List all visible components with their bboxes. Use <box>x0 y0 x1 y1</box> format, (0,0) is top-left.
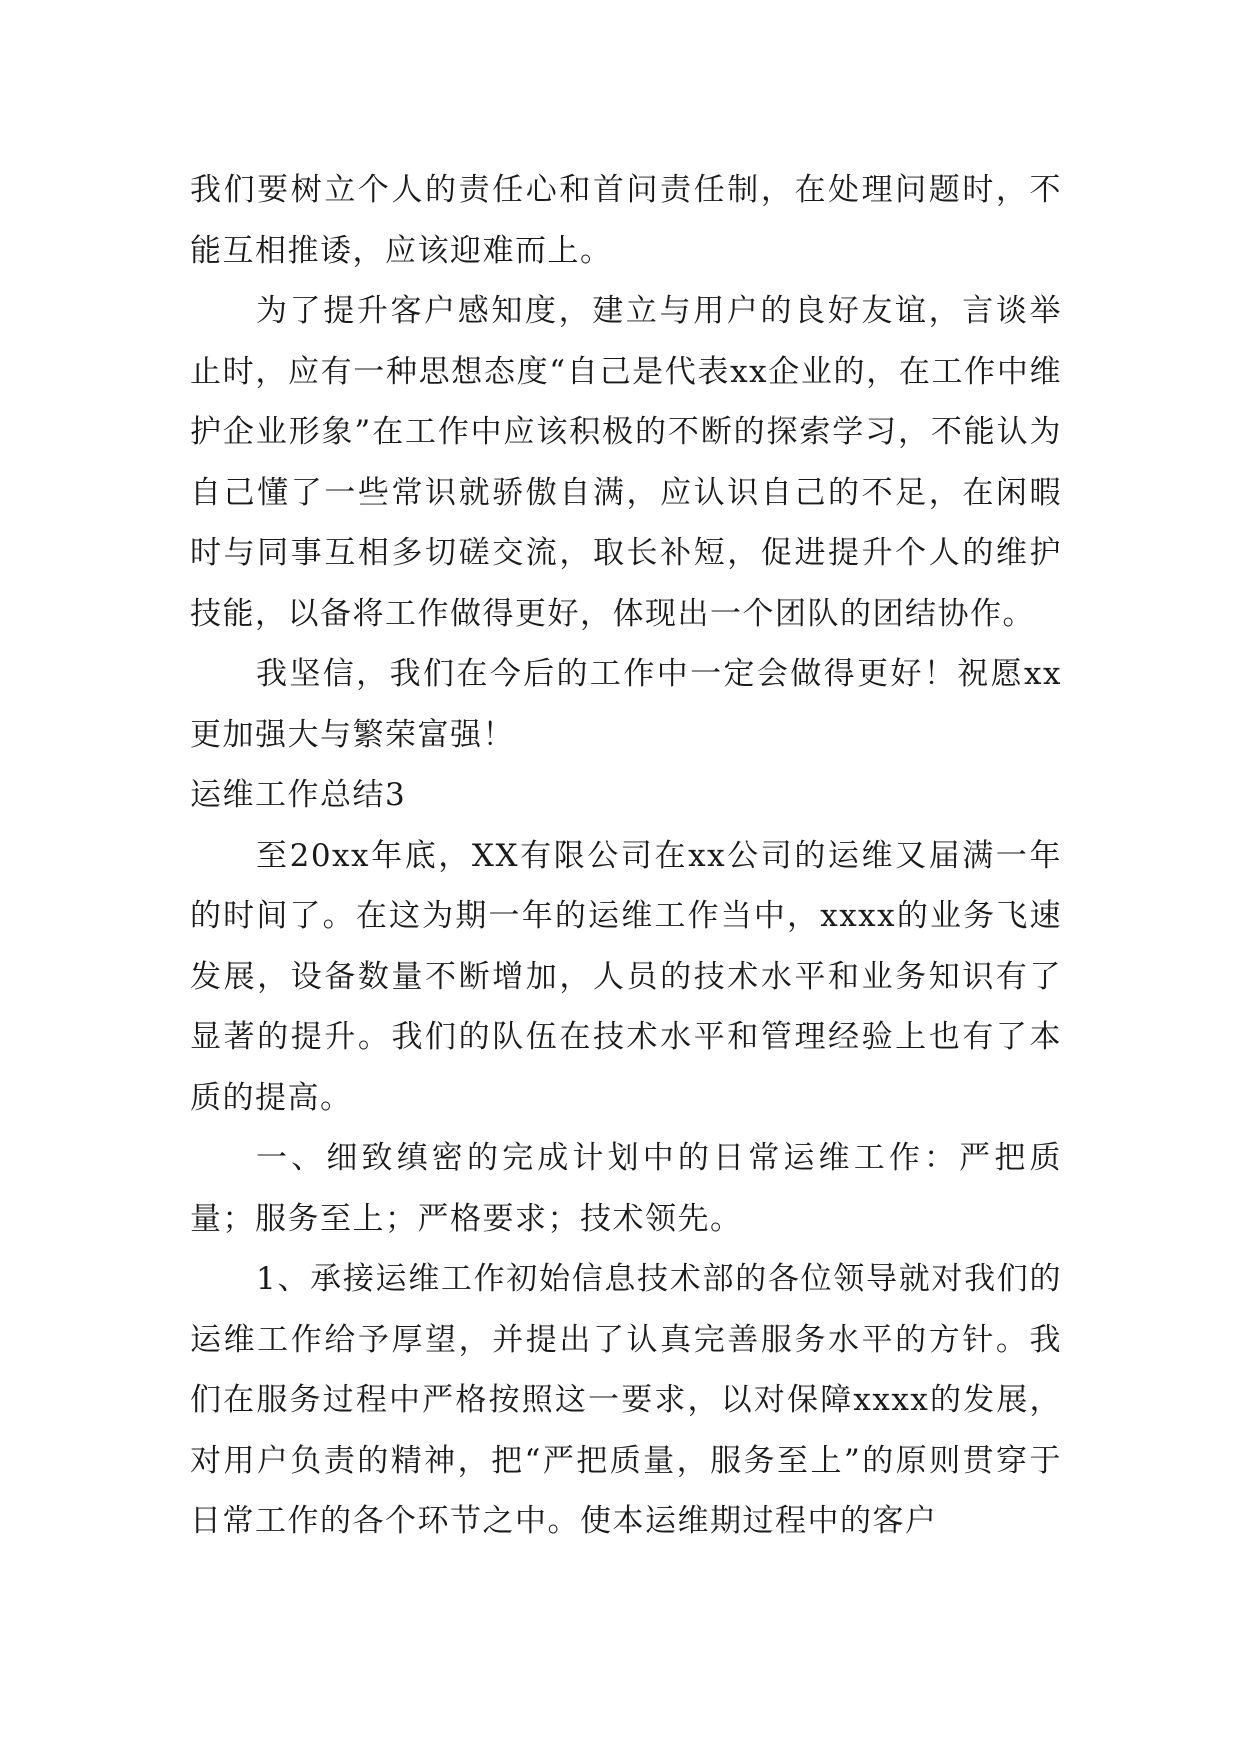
paragraph-service-principle: 1、承接运维工作初始信息技术部的各位领导就对我们的运维工作给予厚望，并提出了认真完善服务水平的方针。我们在服务过程中严格按照这一要求，以对保障xxxx的发展，对用户负责的精神，把“严把质量，服务至上”的原则贯穿于日常工作的各个环节之中。使本运维期过程中的客户 <box>190 1261 1062 1539</box>
paragraph-customer-perception: 为了提升客户感知度，建立与用户的良好友谊，言谈举止时，应有一种思想态度“自己是代表xx企业的，在工作中维护企业形象”在工作中应该积极的不断的探索学习，不能认为自己懂了一些常识就骄傲自满，应认识自己的不足，在闲暇时与同事互相多切磋交流，取长补短，促进提升个人的维护技能，以备将工作做得更好，体现出一个团队的团结协作。 <box>190 293 1062 632</box>
section-heading: 运维工作总结3 <box>190 777 407 813</box>
document-body <box>190 160 1062 1552</box>
paragraph-confidence: 我坚信，我们在今后的工作中一定会做得更好！祝愿xx更加强大与繁荣富强！ <box>190 656 1062 753</box>
paragraph-responsibility: 我们要树立个人的责任心和首问责任制，在处理问题时，不能互相推诿，应该迎难而上。 <box>190 172 1062 269</box>
paragraph-daily-ops: 一、细致缜密的完成计划中的日常运维工作：严把质量；服务至上；严格要求；技术领先。 <box>190 1140 1062 1237</box>
paragraph-year-summary: 至20xx年底，XX有限公司在xx公司的运维又届满一年的时间了。在这为期一年的运维工作当中，xxxx的业务飞速发展，设备数量不断增加，人员的技术水平和业务知识有了显著的提升。我们的队伍在技术水平和管理经验上也有了本质的提高。 <box>190 837 1062 1116</box>
